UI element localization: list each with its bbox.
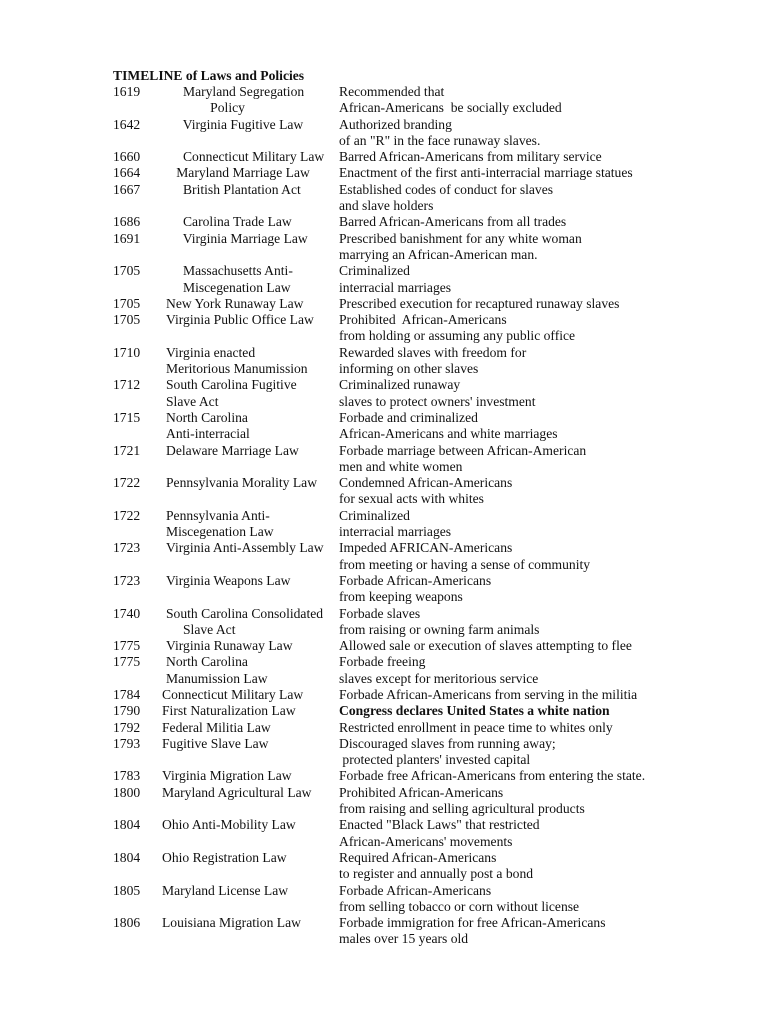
law-name-line: Connecticut Military Law xyxy=(166,149,325,165)
timeline-row xyxy=(0,377,768,410)
law-name-line: Policy xyxy=(166,100,245,116)
law-name-line: Miscegenation Law xyxy=(166,279,291,295)
timeline-description xyxy=(339,703,610,719)
timeline-year: 1783 xyxy=(113,768,141,784)
law-name-line: Louisiana Migration Law xyxy=(162,915,301,931)
timeline-year: 1667 xyxy=(113,181,141,197)
law-name-line: Virginia Fugitive Law xyxy=(166,116,304,132)
description-line: African-Americans be socially excluded xyxy=(339,100,562,116)
law-name-line: British Plantation Act xyxy=(166,181,301,197)
timeline-row xyxy=(0,817,768,850)
timeline-description xyxy=(339,785,585,818)
timeline-law-name xyxy=(166,606,323,639)
description-line: slaves except for meritorious service xyxy=(339,670,539,686)
timeline-year: 1805 xyxy=(113,882,141,898)
timeline-year: 1722 xyxy=(113,475,141,491)
description-line: Criminalized runaway xyxy=(339,377,461,393)
timeline-description xyxy=(339,883,579,916)
timeline-description xyxy=(339,410,558,443)
description-line: Forbade marriage between African-American xyxy=(339,442,587,458)
law-name-line: Pennsylvania Anti- xyxy=(166,507,270,523)
timeline-law-name xyxy=(166,345,308,378)
timeline-description xyxy=(339,149,602,165)
timeline-year: 1705 xyxy=(113,312,141,328)
timeline-description xyxy=(339,443,586,476)
description-line: Prescribed banishment for any white woman xyxy=(339,230,582,246)
timeline-year: 1721 xyxy=(113,442,141,458)
description-line: slaves to protect owners' investment xyxy=(339,393,536,409)
timeline-law-name xyxy=(162,817,296,833)
law-name-line: Meritorious Manumission xyxy=(166,361,308,377)
timeline-law-name xyxy=(166,638,293,654)
description-line: Rewarded slaves with freedom for xyxy=(339,344,527,360)
timeline-description xyxy=(339,915,606,948)
timeline-law-name xyxy=(166,377,297,410)
timeline-description xyxy=(339,817,540,850)
timeline-law-name xyxy=(162,736,268,752)
description-line: Restricted enrollment in peace time to whites only xyxy=(339,719,613,735)
timeline-description xyxy=(339,850,533,883)
description-line: Authorized branding xyxy=(339,116,452,132)
timeline-law-name xyxy=(166,508,274,541)
timeline-row xyxy=(0,703,768,719)
law-name-line: New York Runaway Law xyxy=(166,295,304,311)
timeline-row xyxy=(0,638,768,654)
timeline-description xyxy=(339,720,613,736)
timeline-row xyxy=(0,720,768,736)
description-line: African-Americans' movements xyxy=(339,833,513,849)
law-name-line: Massachusetts Anti- xyxy=(166,263,293,279)
timeline-law-name xyxy=(166,231,308,247)
description-line: Allowed sale or execution of slaves attempting to flee xyxy=(339,638,632,654)
description-line: informing on other slaves xyxy=(339,361,479,377)
description-line: Forbade African-Americans from serving in the militia xyxy=(339,686,638,702)
page-title: TIMELINE of Laws and Policies xyxy=(113,68,305,83)
description-line: Forbade African-Americans xyxy=(339,882,492,898)
timeline-year: 1740 xyxy=(113,605,141,621)
description-line: men and white women xyxy=(339,458,463,474)
law-name-line: Miscegenation Law xyxy=(166,524,274,540)
law-name-line: South Carolina Fugitive xyxy=(166,377,297,393)
timeline-law-name xyxy=(166,149,324,165)
description-line: of an "R" in the face runaway slaves. xyxy=(339,132,541,148)
timeline-description xyxy=(339,84,562,117)
timeline-year: 1775 xyxy=(113,638,141,654)
law-name-line: Virginia Runaway Law xyxy=(166,638,293,654)
description-line: Barred African-Americans from all trades xyxy=(339,214,567,230)
timeline-law-name xyxy=(162,883,288,899)
timeline-law-name xyxy=(166,182,301,198)
timeline-law-name xyxy=(166,312,314,328)
timeline-year: 1804 xyxy=(113,849,141,865)
timeline-row xyxy=(0,654,768,687)
law-name-line: Maryland Agricultural Law xyxy=(162,784,312,800)
timeline-year: 1804 xyxy=(113,817,141,833)
timeline-row xyxy=(0,768,768,784)
timeline-row xyxy=(0,736,768,769)
description-line: Forbade immigration for free African-Americans xyxy=(339,915,606,931)
timeline-description xyxy=(339,296,619,312)
timeline-law-name xyxy=(162,768,292,784)
description-line: Enactment of the first anti-interracial marriage statues xyxy=(339,165,633,181)
law-name-line: Ohio Registration Law xyxy=(162,849,287,865)
timeline-row xyxy=(0,296,768,312)
timeline-row xyxy=(0,410,768,443)
timeline-row xyxy=(0,149,768,165)
timeline-law-name xyxy=(162,720,271,736)
description-line: Enacted "Black Laws" that restricted xyxy=(339,817,540,833)
law-name-line: North Carolina xyxy=(166,654,248,670)
timeline-row xyxy=(0,182,768,215)
timeline-row xyxy=(0,883,768,916)
timeline-law-name xyxy=(166,84,304,117)
description-line: Prohibited African-Americans xyxy=(339,784,504,800)
description-line: from keeping weapons xyxy=(339,589,463,605)
timeline-year: 1712 xyxy=(113,377,141,393)
timeline-row xyxy=(0,606,768,639)
timeline-row xyxy=(0,508,768,541)
timeline-row xyxy=(0,345,768,378)
law-name-line: Slave Act xyxy=(166,621,236,637)
timeline-law-name xyxy=(162,785,312,801)
timeline-law-name xyxy=(162,850,287,866)
timeline-year: 1705 xyxy=(113,263,141,279)
timeline-year: 1722 xyxy=(113,507,141,523)
timeline-year: 1784 xyxy=(113,686,141,702)
timeline-description xyxy=(339,654,538,687)
law-name-line: Manumission Law xyxy=(166,670,268,686)
description-line: Prohibited African-Americans xyxy=(339,312,507,328)
law-name-line: First Naturalization Law xyxy=(162,703,296,719)
timeline-row xyxy=(0,231,768,264)
law-name-line: Virginia enacted xyxy=(166,344,256,360)
law-name-line: Delaware Marriage Law xyxy=(166,442,299,458)
description-line: from meeting or having a sense of community xyxy=(339,556,591,572)
timeline-description xyxy=(339,263,451,296)
description-line: Barred African-Americans from military service xyxy=(339,149,602,165)
timeline-row xyxy=(0,573,768,606)
timeline-law-name xyxy=(162,703,296,719)
description-line: Prescribed execution for recaptured runaway slaves xyxy=(339,295,620,311)
timeline-description xyxy=(339,312,575,345)
timeline-row xyxy=(0,263,768,296)
timeline-law-name xyxy=(166,654,268,687)
timeline-law-name xyxy=(166,410,250,443)
description-line: to register and annually post a bond xyxy=(339,866,534,882)
description-line: interracial marriages xyxy=(339,279,452,295)
timeline-description xyxy=(339,540,590,573)
timeline-law-name xyxy=(166,214,292,230)
law-name-line: Maryland Segregation xyxy=(166,84,305,99)
timeline-description xyxy=(339,638,632,654)
description-line: Condemned African-Americans xyxy=(339,475,513,491)
description-line: Discouraged slaves from running away; xyxy=(339,735,556,751)
timeline-table xyxy=(0,84,768,948)
timeline-year: 1806 xyxy=(113,915,141,931)
law-name-line: Anti-interracial xyxy=(166,426,250,442)
timeline-row xyxy=(0,540,768,573)
description-line: African-Americans and white marriages xyxy=(339,426,558,442)
timeline-year: 1691 xyxy=(113,230,141,246)
timeline-year: 1800 xyxy=(113,784,141,800)
timeline-row xyxy=(0,84,768,117)
law-name-line: Carolina Trade Law xyxy=(166,214,292,230)
description-line: Required African-Americans xyxy=(339,849,497,865)
timeline-row xyxy=(0,214,768,230)
timeline-year: 1790 xyxy=(113,703,141,719)
timeline-description xyxy=(339,606,539,639)
law-name-line: Virginia Marriage Law xyxy=(166,230,308,246)
description-line: protected planters' invested capital xyxy=(339,752,531,768)
timeline-year: 1619 xyxy=(113,84,141,99)
timeline-law-name xyxy=(166,263,293,296)
description-line: for sexual acts with whites xyxy=(339,491,484,507)
description-line: Impeded AFRICAN-Americans xyxy=(339,540,513,556)
description-line: males over 15 years old xyxy=(339,931,469,947)
law-name-line: Virginia Migration Law xyxy=(162,768,292,784)
description-line: Forbade freeing xyxy=(339,654,426,670)
timeline-row xyxy=(0,312,768,345)
law-name-line: Federal Militia Law xyxy=(162,719,271,735)
timeline-row xyxy=(0,475,768,508)
law-name-line: Fugitive Slave Law xyxy=(162,735,269,751)
timeline-year: 1793 xyxy=(113,735,141,751)
timeline-row xyxy=(0,443,768,476)
description-line: Criminalized xyxy=(339,263,410,279)
law-name-line: Maryland License Law xyxy=(162,882,289,898)
timeline-description xyxy=(339,214,566,230)
description-line: from holding or assuming any public office xyxy=(339,328,576,344)
timeline-year: 1660 xyxy=(113,149,141,165)
timeline-description xyxy=(339,231,582,264)
timeline-year: 1792 xyxy=(113,719,141,735)
timeline-description xyxy=(339,345,526,378)
timeline-law-name xyxy=(166,165,310,181)
description-line: interracial marriages xyxy=(339,524,452,540)
description-line: from raising and selling agricultural products xyxy=(339,801,585,817)
law-name-line: Maryland Marriage Law xyxy=(166,165,310,181)
timeline-row xyxy=(0,850,768,883)
timeline-year: 1664 xyxy=(113,165,141,181)
law-name-line: North Carolina xyxy=(166,409,248,425)
timeline-year: 1686 xyxy=(113,214,141,230)
timeline-year: 1775 xyxy=(113,654,141,670)
law-name-line: Virginia Public Office Law xyxy=(166,312,314,328)
timeline-law-name xyxy=(162,687,303,703)
timeline-year: 1723 xyxy=(113,572,141,588)
timeline-year: 1710 xyxy=(113,344,141,360)
timeline-description xyxy=(339,768,645,784)
timeline-row xyxy=(0,117,768,150)
timeline-description xyxy=(339,573,491,606)
timeline-description xyxy=(339,475,512,508)
timeline-law-name xyxy=(166,443,299,459)
timeline-year: 1642 xyxy=(113,116,141,132)
timeline-row xyxy=(0,915,768,948)
law-name-line: Slave Act xyxy=(166,393,219,409)
timeline-row xyxy=(0,165,768,181)
timeline-year: 1715 xyxy=(113,409,141,425)
timeline-description xyxy=(339,117,540,150)
law-name-line: Virginia Weapons Law xyxy=(166,572,291,588)
law-name-line: South Carolina Consolidated xyxy=(166,605,324,621)
timeline-law-name xyxy=(166,540,324,556)
description-line: marrying an African-American man. xyxy=(339,246,538,262)
timeline-row xyxy=(0,785,768,818)
description-line: Forbade and criminalized xyxy=(339,409,478,425)
timeline-description xyxy=(339,508,451,541)
timeline-year: 1705 xyxy=(113,295,141,311)
timeline-description xyxy=(339,377,536,410)
law-name-line: Virginia Anti-Assembly Law xyxy=(166,540,324,556)
law-name-line: Pennsylvania Morality Law xyxy=(166,475,318,491)
timeline-law-name xyxy=(166,475,317,491)
description-line: Forbade free African-Americans from entering the state. xyxy=(339,768,646,784)
timeline-law-name xyxy=(166,296,303,312)
description-line: Recommended that xyxy=(339,84,445,99)
description-line: Established codes of conduct for slaves xyxy=(339,181,554,197)
timeline-row xyxy=(0,687,768,703)
timeline-description xyxy=(339,687,637,703)
timeline-law-name xyxy=(162,915,301,931)
description-line: and slave holders xyxy=(339,198,434,214)
description-line: Criminalized xyxy=(339,507,410,523)
timeline-law-name xyxy=(166,117,303,133)
timeline-description xyxy=(339,182,553,215)
law-name-line: Ohio Anti-Mobility Law xyxy=(162,817,296,833)
timeline-year: 1723 xyxy=(113,540,141,556)
description-line: Congress declares United States a white nation xyxy=(339,703,610,719)
description-line: Forbade African-Americans xyxy=(339,572,492,588)
timeline-description xyxy=(339,165,633,181)
law-name-line: Connecticut Military Law xyxy=(162,686,304,702)
description-line: Forbade slaves xyxy=(339,605,421,621)
description-line: from raising or owning farm animals xyxy=(339,621,540,637)
description-line: from selling tobacco or corn without license xyxy=(339,898,580,914)
timeline-law-name xyxy=(166,573,290,589)
timeline-description xyxy=(339,736,556,769)
